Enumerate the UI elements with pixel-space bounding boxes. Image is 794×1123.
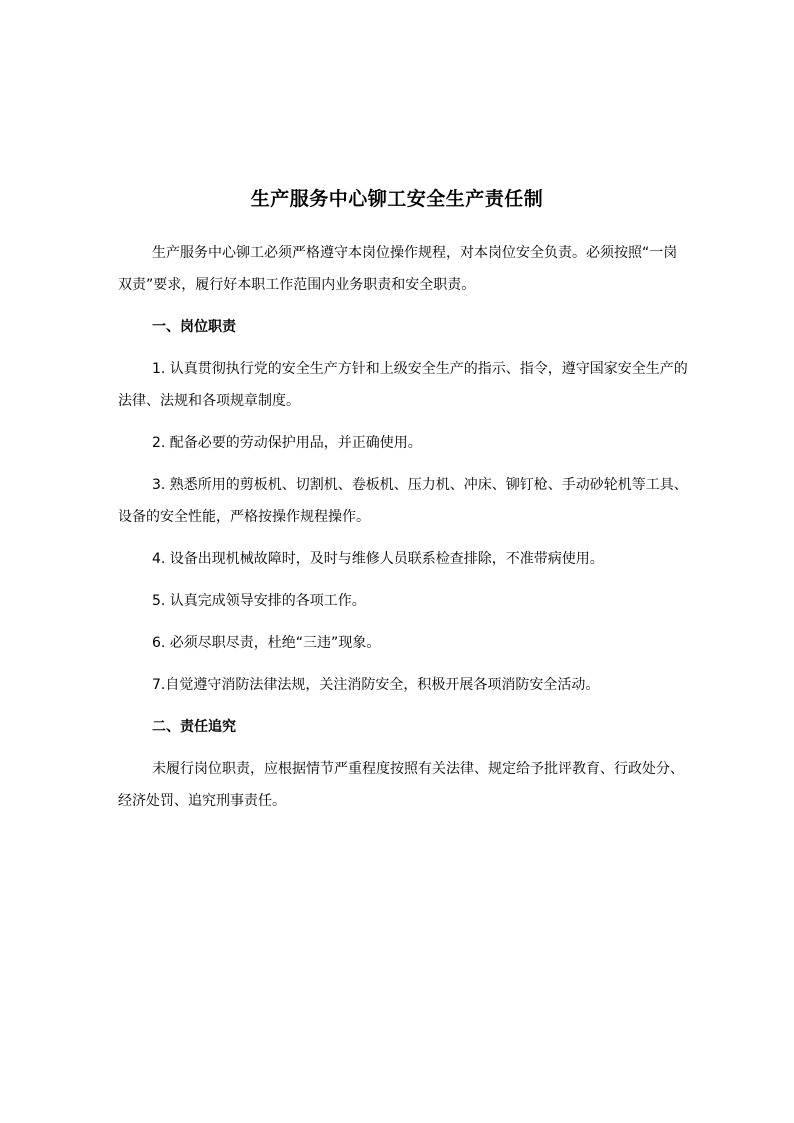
document-body bbox=[118, 237, 690, 817]
duty-item-6: 6. 必须尽职尽责，杜绝“三违”现象。 bbox=[152, 635, 381, 651]
document-title: 生产服务中心铆工安全生产责任制 bbox=[250, 188, 544, 210]
duty-item-5: 5. 认真完成领导安排的各项工作。 bbox=[152, 593, 366, 609]
duty-item-2: 2. 配备必要的劳动保护用品，并正确使用。 bbox=[152, 435, 422, 451]
section-heading-accountability: 二、责任追究 bbox=[152, 719, 236, 735]
accountability-paragraph: 未履行岗位职责，应根据情节严重程度按照有关法律、规定给予批评教育、行政处分、经济处罚、追究刑事责任。 bbox=[118, 761, 684, 809]
duty-item-4: 4. 设备出现机械故障时，及时与维修人员联系检查排除，不准带病使用。 bbox=[152, 551, 604, 567]
duty-item-7: 7.自觉遵守消防法律法规，关注消防安全，积极开展各项消防安全活动。 bbox=[152, 677, 600, 693]
duty-item-1: 1. 认真贯彻执行党的安全生产方针和上级安全生产的指示、指令，遵守国家安全生产的法律、法规和各项规章制度。 bbox=[118, 361, 688, 409]
section-heading-duties: 一、岗位职责 bbox=[152, 319, 236, 335]
duty-item-3: 3. 熟悉所用的剪板机、切割机、卷板机、压力机、冲床、铆钉枪、手动砂轮机等工具、设备的安全性能，严格按操作规程操作。 bbox=[118, 477, 688, 525]
intro-paragraph: 生产服务中心铆工必须严格遵守本岗位操作规程，对本岗位安全负责。必须按照“一岗双责”要求，履行好本职工作范围内业务职责和安全职责。 bbox=[118, 245, 678, 293]
